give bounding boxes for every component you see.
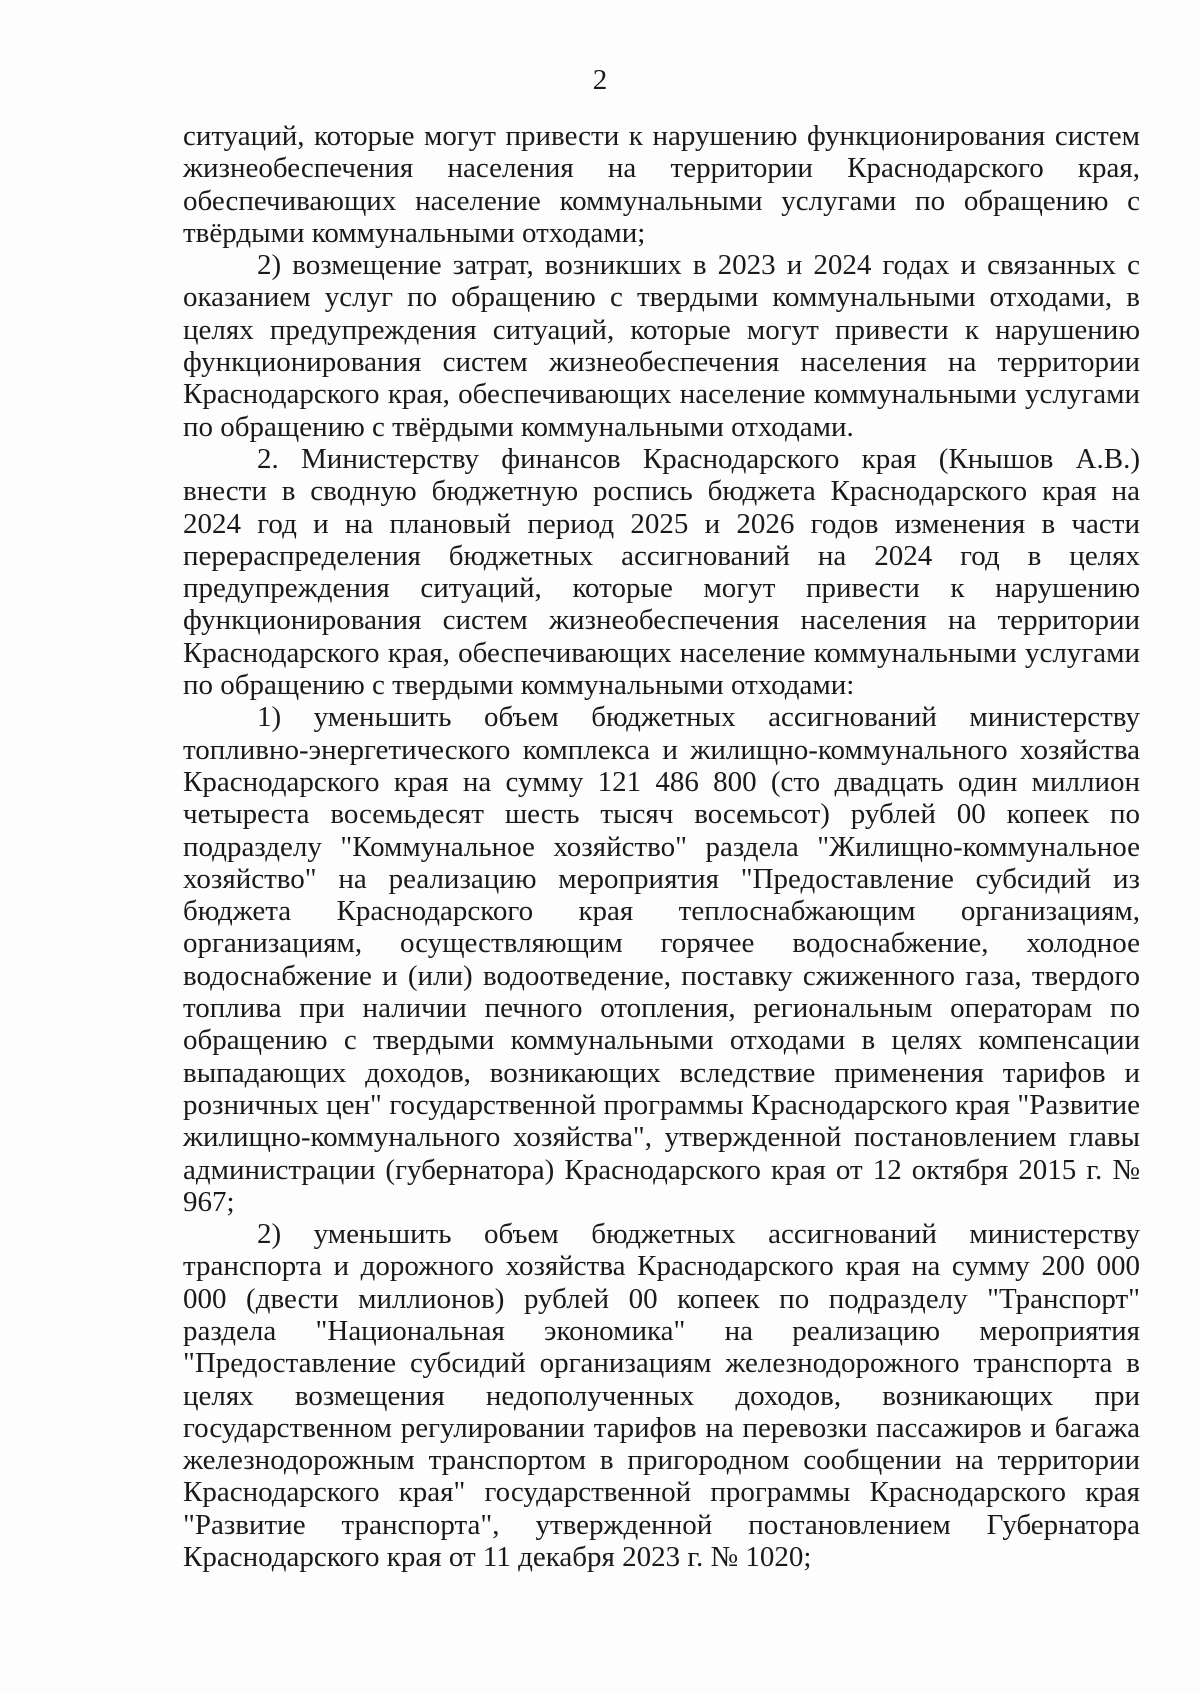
document-body: [183, 120, 1140, 1573]
paragraph-reduce-energy-ministry-allocation: 1) уменьшить объем бюджетных ассигнований министерству топливно-энергетического комплекса и жилищно-коммунального хозяйства Краснодарского края на сумму 121 486 800 (сто двадцать один миллион четыреста восемьдесят шесть тысяч восемьсот) рублей 00 копеек по подразделу "Коммунальное хозяйство" раздела "Жилищно-коммунальное хозяйство" на реализацию мероприятия "Предоставление субсидий из бюджета Краснодарского края теплоснабжающим организациям, организациям, осуществляющим горячее водоснабжение, холодное водоснабжение и (или) водоотведение, поставку сжиженного газа, твердого топлива при наличии печного отопления, региональным операторам по обращению с твердыми коммунальными отходами в целях компенсации выпадающих доходов, возникающих вследствие применения тарифов и розничных цен" государственной программы Краснодарского края "Развитие жилищно-коммунального хозяйства", утвержденной постановлением главы администрации (губернатора) Краснодарского края от 12 октября 2015 г. № 967;: [183, 701, 1140, 1218]
paragraph-reduce-transport-ministry-allocation: 2) уменьшить объем бюджетных ассигнований министерству транспорта и дорожного хозяйства Краснодарского края на сумму 200 000 000 (двести миллионов) рублей 00 копеек по подразделу "Транспорт" раздела "Национальная экономика" на реализацию мероприятия "Предоставление субсидий организациям железнодорожного транспорта в целях возмещения недополученных доходов, возникающих при государственном регулировании тарифов на перевозки пассажиров и багажа железнодорожным транспортом в пригородном сообщении на территории Краснодарского края" государственной программы Краснодарского края "Развитие транспорта", утвержденной постановлением Губернатора Краснодарского края от 11 декабря 2023 г. № 1020;: [183, 1218, 1140, 1574]
paragraph-continuation: ситуаций, которые могут привести к нарушению функционирования систем жизнеобеспечения населения на территории Краснодарского края, обеспечивающих население коммунальными услугами по обращению с твёрдыми коммунальными отходами;: [183, 120, 1140, 249]
paragraph-ministry-of-finance: 2. Министерству финансов Краснодарского края (Кнышов А.В.) внести в сводную бюджетную роспись бюджета Краснодарского края на 2024 год и на плановый период 2025 и 2026 годов изменения в части перераспределения бюджетных ассигнований на 2024 год в целях предупреждения ситуаций, которые могут привести к нарушению функционирования систем жизнеобеспечения населения на территории Краснодарского края, обеспечивающих население коммунальными услугами по обращению с твердыми коммунальными отходами:: [183, 442, 1140, 702]
page-number: 2: [592, 64, 608, 96]
paragraph-item-2-cost-reimbursement: 2) возмещение затрат, возникших в 2023 и 2024 годах и связанных с оказанием услуг по обращению с твердыми коммунальными отходами, в целях предупреждения ситуаций, которые могут привести к нарушению функционирования систем жизнеобеспечения населения на территории Краснодарского края, обеспечивающих население коммунальными услугами по обращению с твёрдыми коммунальными отходами.: [183, 249, 1140, 443]
